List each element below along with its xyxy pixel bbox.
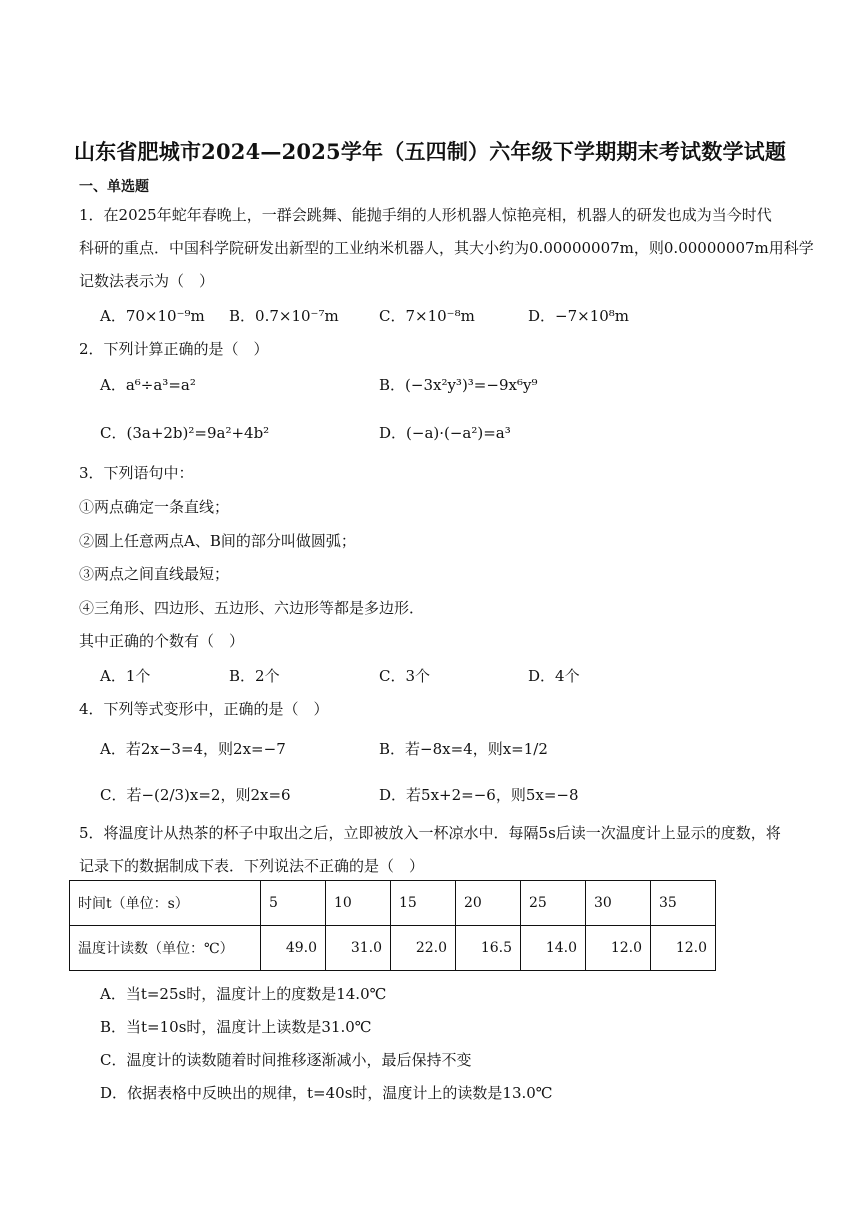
q4-option-b: B．若−8x=4，则x=1/2 [379,740,548,758]
q1-line-3: 记数法表示为（ ） [79,272,215,290]
q3-option-d: D．4个 [528,667,580,685]
q1-line-2: 科研的重点．中国科学院研发出新型的工业纳米机器人，其大小约为0.00000007m，则0.00000007m用科学 [79,239,814,257]
q1-line-1: 1．在2025年蛇年春晚上，一群会跳舞、能抛手绢的人形机器人惊艳亮相，机器人的研发也成为当今时代 [79,206,772,224]
table-header-temperature: 温度计读数（单位：℃） [70,926,261,971]
q3-statement-4: ④三角形、四边形、五边形、六边形等都是多边形． [79,599,425,617]
q3-statement-2: ②圆上任意两点A、B间的部分叫做圆弧； [79,532,356,550]
table-row-time [70,881,716,926]
q4-stem: 4．下列等式变形中，正确的是（ ） [79,700,329,718]
q3-option-a: A．1个 [100,667,151,685]
q4-option-d: D．若5x+2=−6，则5x=−8 [379,786,579,804]
q3-option-b: B．2个 [229,667,280,685]
section-heading: 一、单选题 [79,179,149,195]
q5-option-b: B．当t=10s时，温度计上读数是31.0℃ [100,1018,372,1036]
table-cell: 12.0 [586,926,651,971]
table-cell: 10 [326,881,391,926]
page-title: 山东省肥城市2024—2025学年（五四制）六年级下学期期末考试数学试题 [73,139,787,164]
table-cell: 20 [456,881,521,926]
table-cell: 25 [521,881,586,926]
q3-statement-1: ①两点确定一条直线； [79,498,230,516]
q2-option-b: B．(−3x²y³)³=−9x⁶y⁹ [379,376,538,394]
q4-option-c: C．若−(2/3)x=2，则2x=6 [100,786,291,804]
q1-option-c: C．7×10⁻⁸m [379,307,475,325]
q2-stem: 2．下列计算正确的是（ ） [79,340,269,358]
q3-statement-3: ③两点之间直线最短； [79,565,230,583]
q5-option-a: A．当t=25s时，温度计上的度数是14.0℃ [100,985,387,1003]
q5-line-1: 5．将温度计从热茶的杯子中取出之后，立即被放入一杯凉水中．每隔5s后读一次温度计上显示的度数，将 [79,824,781,842]
q5-line-2: 记录下的数据制成下表．下列说法不正确的是（ ） [79,857,425,875]
table-cell: 12.0 [651,926,716,971]
q3-option-c: C．3个 [379,667,431,685]
q4-option-a: A．若2x−3=4，则2x=−7 [100,740,286,758]
q1-option-d: D．−7×10⁸m [528,307,630,325]
q2-option-d: D．(−a)·(−a²)=a³ [379,424,511,442]
table-cell: 5 [261,881,326,926]
table-header-time: 时间t（单位：s） [70,881,261,926]
q5-option-c: C．温度计的读数随着时间推移逐渐减小，最后保持不变 [100,1051,472,1069]
q5-option-d: D．依据表格中反映出的规律，t=40s时，温度计上的读数是13.0℃ [100,1084,553,1102]
temperature-table [69,880,716,971]
q2-option-c: C．(3a+2b)²=9a²+4b² [100,424,270,442]
table-cell: 31.0 [326,926,391,971]
table-cell: 30 [586,881,651,926]
q3-stem: 3．下列语句中： [79,464,194,482]
q1-option-a: A．70×10⁻⁹m [100,307,205,325]
table-cell: 22.0 [391,926,456,971]
table-cell: 16.5 [456,926,521,971]
q3-question: 其中正确的个数有（ ） [79,632,245,650]
table-cell: 15 [391,881,456,926]
table-row-temperature [70,926,716,971]
table-cell: 49.0 [261,926,326,971]
table-cell: 35 [651,881,716,926]
table-cell: 14.0 [521,926,586,971]
q2-option-a: A．a⁶÷a³=a² [100,376,196,394]
q1-option-b: B．0.7×10⁻⁷m [229,307,339,325]
